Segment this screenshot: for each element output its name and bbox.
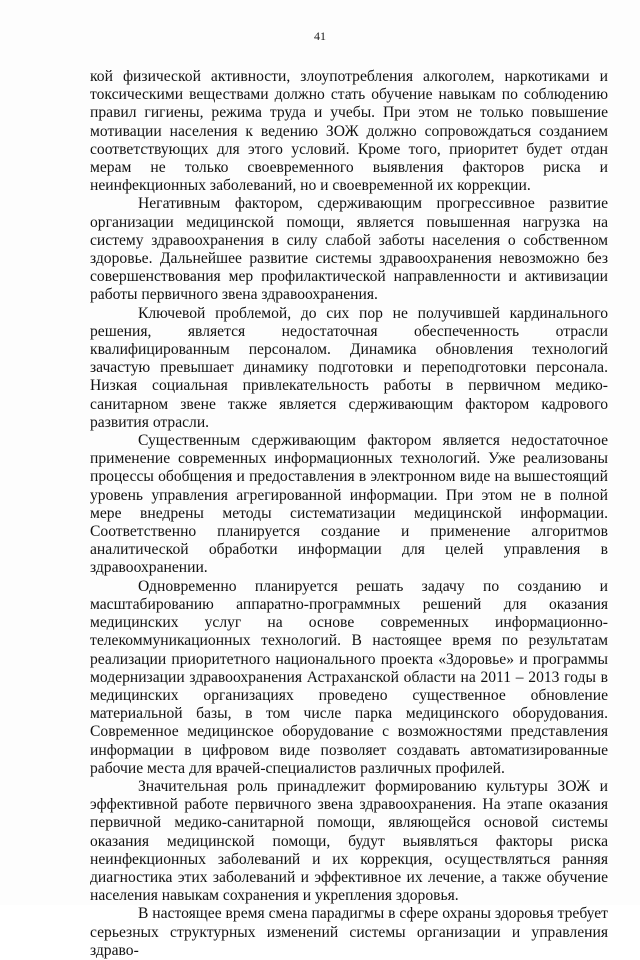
paragraph-4: Существенным сдерживающим фактором является недостаточное применение современных информационных технологий. Уже реализованы процессы обобщения и предоставления в электронном виде на вышестоящий уровень управления агрегированной информации. При этом не в полной мере внедрены методы систематизации медицинской информации. Соответственно планируется создание и применение алгоритмов аналитической обработки информации для целей управления в здравоохранении. (90, 432, 608, 577)
paragraph-3: Ключевой проблемой, до сих пор не получившей кардинального решения, является недостаточная обеспеченность отрасли квалифицированным персоналом. Динамика обновления технологий зачастую превышает динамику подготовки и переподготовки персонала. Низкая социальная привлекательность работы в первичном медико-санитарном звене также является сдерживающим фактором кадрового развития отрасли. (90, 304, 608, 431)
paragraph-6: Значительная роль принадлежит формированию культуры ЗОЖ и эффективной работе первичного звена здравоохранения. На этапе оказания первичной медико-санитарной помощи, являющейся основой системы оказания медицинской помощи, будут выявляться факторы риска неинфекционных заболеваний и их коррекция, осуществляться ранняя диагностика этих заболеваний и эффективное их лечение, а также обучение населения навыкам сохранения и укрепления здоровья. (90, 777, 608, 905)
paragraph-1: кой физической активности, злоупотребления алкоголем, наркотиками и токсическими веществами должно стать обучение навыкам по соблюдению правил гигиены, режима труда и учебы. При этом не только повышение мотивации населения к ведению ЗОЖ должно сопровождаться созданием соответствующих для этого условий. Кроме того, приоритет будет отдан мерам не только своевременного выявления факторов риска и неинфекционных заболеваний, но и своевременной их коррекции. (90, 68, 608, 195)
paragraph-7: В настоящее время смена парадигмы в сфере охраны здоровья требует серьезных структурных изменений системы организации и управления здраво- (90, 905, 608, 959)
body-text (90, 68, 608, 960)
paragraph-5: Одновременно планируется решать задачу по созданию и масштабированию аппаратно-программных решений для оказания медицинских услуг на основе современных информационно-телекоммуникационных технологий. В настоящее время по результатам реализации приоритетного национального проекта «Здоровье» и программы модернизации здравоохранения Астраханской области на 2011 – 2013 годы в медицинских организациях проведено существенное обновление материальной базы, в том числе парка медицинского оборудования. Современное медицинское оборудование с возможностями представления информации в цифровом виде позволяет создавать автоматизированные рабочие места для врачей-специалистов различных профилей. (90, 577, 608, 777)
paragraph-2: Негативным фактором, сдерживающим прогрессивное развитие организации медицинской помощи, является повышенная нагрузка на систему здравоохранения в силу слабой заботы населения о собственном здоровье. Дальнейшее развитие системы здравоохранения невозможно без совершенствования мер профилактической направленности и активизации работы первичного звена здравоохранения. (90, 195, 608, 304)
page-number: 41 (314, 29, 326, 43)
